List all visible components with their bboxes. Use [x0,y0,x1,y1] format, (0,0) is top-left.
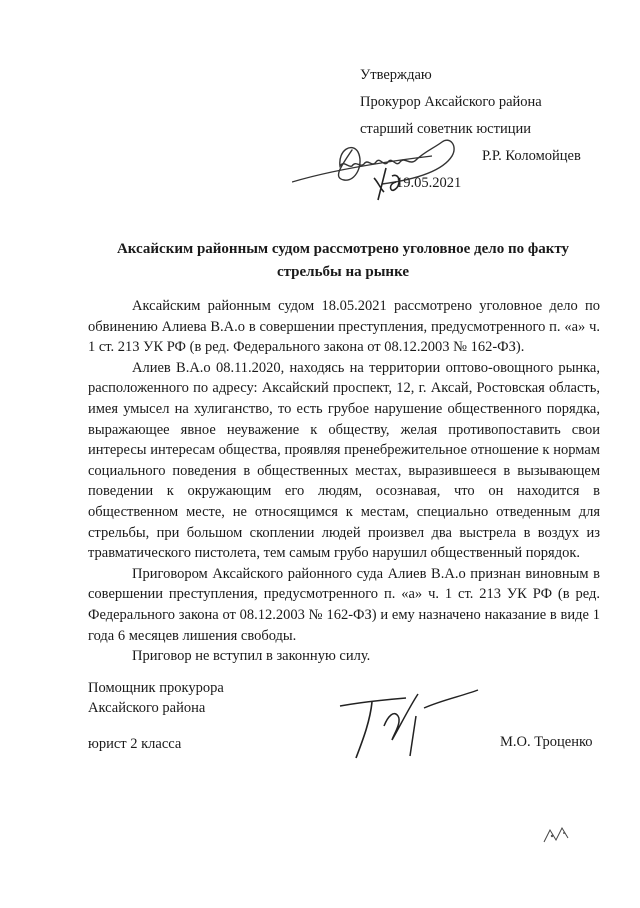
paragraph: Приговором Аксайского районного суда Алиев В.А.о признан виновным в совершении преступления, предусмотренного п. «а» ч. 1 ст. 213 УК РФ (в ред. Федерального закона от 08.12.2003 № 162-ФЗ) и ему назначено наказание в виде 1 года 6 месяцев лишения свободы. [88,565,600,644]
prosecutor-signature [292,120,502,210]
approver-position: Прокурор Аксайского района [360,94,542,110]
scan-speck [540,824,576,846]
approver-name: Р.Р. Коломойцев [482,148,581,164]
paragraph: Приговор не вступил в законную силу. [132,648,371,665]
signer-rank: юрист 2 класса [88,736,182,752]
document-title: Аксайским районным судом рассмотрено уголовное дело по факту стрельбы на рынке [116,241,570,280]
document-body [88,296,600,667]
paragraph: Аксайским районным судом 18.05.2021 рассмотрено уголовное дело по обвинению Алиева В.А.о в совершении преступления, предусмотренного п. «а» ч. 1 ст. 213 УК РФ (в ред. Федерального закона от 08.12.2003 № 162-ФЗ). [88,298,600,356]
signer-position [88,678,224,718]
assistant-signature [332,686,482,766]
signer-position-line2: Аксайского района [88,700,206,716]
paragraph: Алиев В.А.о 08.11.2020, находясь на территории оптово-овощного рынка, расположенного по адресу: Аксайский проспект, 12, г. Аксай, Ростовская область, имея умысел на хулиганство, то есть грубое нарушение общественного порядка, выражающее явное неуважение к обществу, желая противопоставить свои интересы интересам общества, проявляя пренебрежительное отношение к нормам социального поведения в общественных местах, выразившееся в вызывающем поведении к окружающим его людям, осознавая, что он находится в общественном месте, не относящимся к местам, специально отведенным для стрельбы, при большом скоплении людей произвел два выстрела в воздух из травматического пистолета, тем самым грубо нарушил общественный порядок. [88,359,600,562]
approval-heading: Утверждаю [360,67,432,83]
approver-rank: старший советник юстиции [360,121,531,137]
approval-date: 19.05.2021 [396,175,462,191]
signer-name: М.О. Троценко [500,734,593,750]
signer-position-line1: Помощник прокурора [88,680,224,696]
